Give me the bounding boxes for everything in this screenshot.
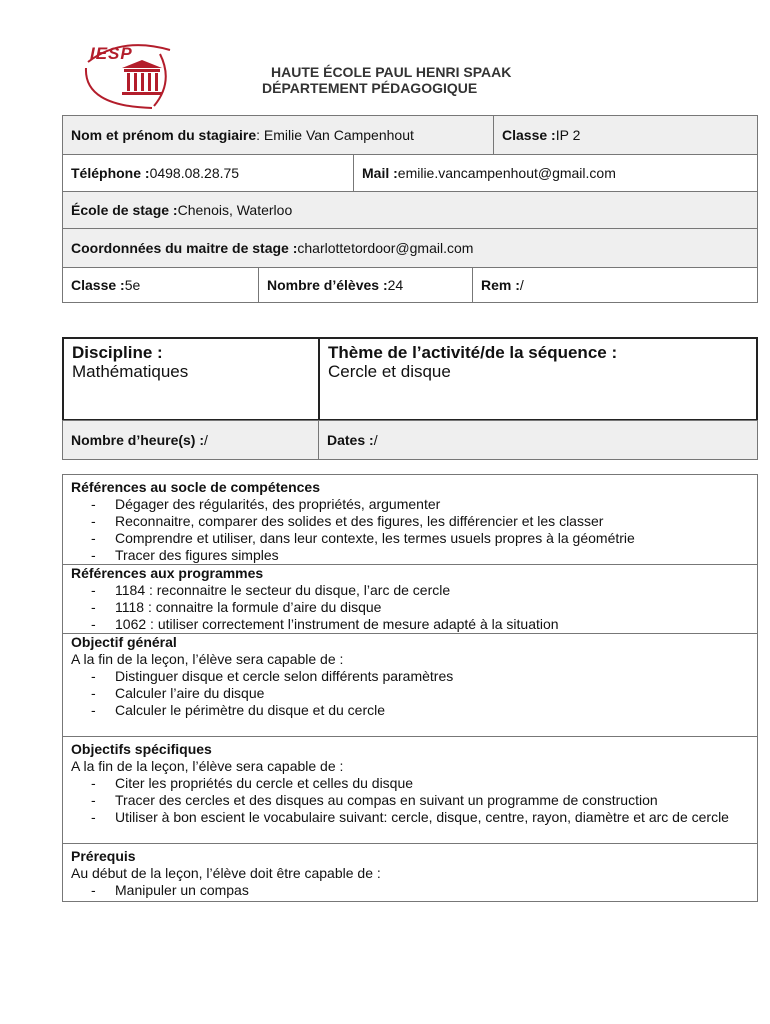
general-section [63, 633, 757, 737]
socle-title: Références au socle de compétences [71, 479, 321, 495]
logo-name: IESP [90, 44, 133, 63]
prerequis-title: Prérequis [71, 848, 136, 864]
telephone-label: Téléphone : [71, 165, 150, 181]
list-item: - Manipuler un compas [91, 882, 749, 899]
theme-label: Thème de l’activité/de la séquence : [328, 343, 618, 362]
rem-cell [472, 267, 758, 303]
socle-section [63, 475, 757, 564]
heures-value: / [204, 432, 208, 448]
prerequis-list [71, 882, 749, 899]
stagiaire-cell [62, 115, 494, 155]
discipline-label: Discipline : [72, 343, 163, 362]
eleves-value: 24 [387, 277, 404, 293]
programmes-title: Références aux programmes [71, 565, 264, 581]
classe2-cell [62, 267, 259, 303]
specifiques-intro: A la fin de la leçon, l’élève sera capable de : [71, 758, 344, 774]
theme-cell [318, 337, 758, 421]
discipline-cell [62, 337, 320, 421]
classe-label: Classe : [502, 127, 556, 143]
rem-value: / [519, 277, 524, 293]
header-school: HAUTE ÉCOLE PAUL HENRI SPAAK [271, 64, 512, 80]
rem-label: Rem : [481, 277, 520, 293]
list-item: - Calculer l’aire du disque [91, 685, 749, 702]
dates-cell [318, 420, 758, 460]
general-intro: A la fin de la leçon, l’élève sera capable de : [71, 651, 344, 667]
coord-value: charlottetordoor@gmail.com [297, 240, 474, 256]
telephone-value: 0498.08.28.75 [149, 165, 240, 181]
mail-value: emilie.vancampenhout@gmail.com [397, 165, 616, 181]
socle-list [71, 496, 749, 564]
list-item: - 1118 : connaitre la formule d’aire du disque [91, 599, 749, 616]
eleves-label: Nombre d’élèves : [267, 277, 388, 293]
list-item: - 1062 : utiliser correctement l’instrument de mesure adapté à la situation [91, 616, 749, 633]
dates-label: Dates : [327, 432, 374, 448]
heures-label: Nombre d’heure(s) : [71, 432, 205, 448]
ecole-cell [62, 191, 758, 229]
classe2-label: Classe : [71, 277, 125, 293]
list-item: - Distinguer disque et cercle selon différents paramètres [91, 668, 749, 685]
specifiques-title: Objectifs spécifiques [71, 741, 212, 757]
specifiques-list [71, 775, 749, 826]
list-item: - Tracer des figures simples [91, 547, 749, 564]
coord-label: Coordonnées du maitre de stage : [71, 240, 298, 256]
list-item: - Comprendre et utiliser, dans leur contexte, les termes usuels propres à la géométrie [91, 530, 749, 547]
specifiques-section [63, 737, 757, 844]
objectives-table [62, 474, 758, 902]
ecole-value: Chenois, Waterloo [177, 202, 293, 218]
classe-cell [493, 115, 758, 155]
eleves-cell [258, 267, 473, 303]
heures-cell [62, 420, 320, 460]
stagiaire-label: Nom et prénom du stagiaire [71, 127, 257, 143]
ecole-label: École de stage : [71, 202, 178, 218]
header-department: DÉPARTEMENT PÉDAGOGIQUE [262, 80, 478, 96]
classe2-value: 5e [124, 277, 141, 293]
dates-value: / [373, 432, 378, 448]
classe-value: IP 2 [555, 127, 581, 143]
theme-value: Cercle et disque [328, 362, 451, 381]
prerequis-section [63, 844, 757, 901]
page-header [262, 64, 511, 96]
list-item: - Calculer le périmètre du disque et du cercle [91, 702, 749, 719]
general-list [71, 668, 749, 719]
list-item: - Dégager des régularités, des propriétés, argumenter [91, 496, 749, 513]
coord-cell [62, 228, 758, 268]
general-title: Objectif général [71, 634, 177, 650]
list-item: - 1184 : reconnaitre le secteur du disque, l’arc de cercle [91, 582, 749, 599]
prerequis-intro: Au début de la leçon, l’élève doit être capable de : [71, 865, 381, 881]
stagiaire-value: : Emilie Van Campenhout [256, 127, 414, 143]
list-item: - Utiliser à bon escient le vocabulaire suivant: cercle, disque, centre, rayon, diamètre et arc de cercle [91, 809, 749, 826]
list-item: - Citer les propriétés du cercle et celles du disque [91, 775, 749, 792]
mail-label: Mail : [362, 165, 398, 181]
programmes-list [71, 582, 749, 633]
discipline-value: Mathématiques [72, 362, 189, 381]
mail-cell [353, 154, 758, 192]
programmes-section [63, 564, 757, 633]
telephone-cell [62, 154, 354, 192]
list-item: - Tracer des cercles et des disques au compas en suivant un programme de construction [91, 792, 749, 809]
list-item: - Reconnaitre, comparer des solides et des figures, les différencier et les classer [91, 513, 749, 530]
